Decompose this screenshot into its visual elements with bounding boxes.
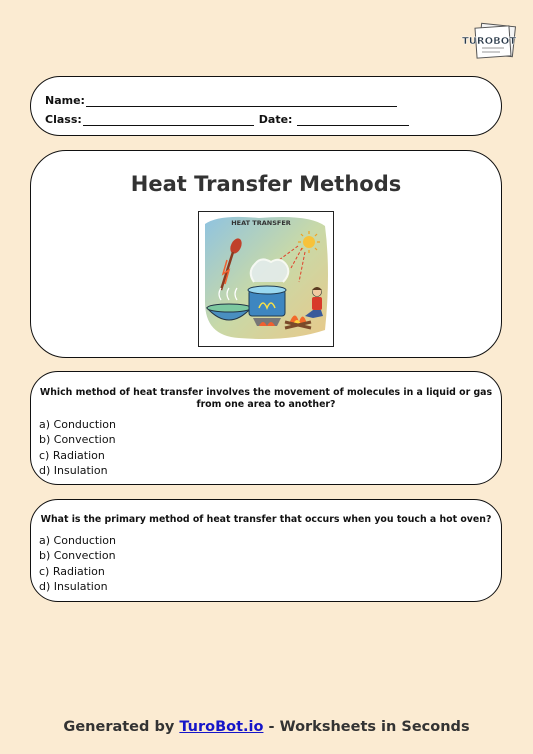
option-a[interactable]: a) Conduction xyxy=(39,418,116,431)
svg-text:TUROBOT: TUROBOT xyxy=(461,36,517,47)
class-date-row xyxy=(45,113,409,126)
options-list-1 xyxy=(39,417,116,478)
option-b[interactable]: b) Convection xyxy=(39,549,116,563)
option-d[interactable]: d) Insulation xyxy=(39,463,108,477)
name-field[interactable] xyxy=(86,95,397,107)
turobot-logo xyxy=(460,22,518,62)
heat-transfer-illustration xyxy=(198,211,334,347)
class-field[interactable] xyxy=(83,114,254,126)
student-info-card xyxy=(30,76,502,136)
svg-text:HEAT TRANSFER: HEAT TRANSFER xyxy=(231,219,291,227)
question-card-2 xyxy=(30,499,502,602)
option-c[interactable]: c) Radiation xyxy=(39,448,105,462)
option-b[interactable]: b) Convection xyxy=(39,433,116,447)
date-field[interactable] xyxy=(297,114,409,126)
option-c[interactable]: c) Radiation xyxy=(39,564,105,578)
question-card-1 xyxy=(30,371,502,485)
date-label: Date: xyxy=(258,113,293,126)
title-card xyxy=(30,150,502,358)
name-row xyxy=(45,94,397,107)
class-label: Class: xyxy=(45,113,82,126)
name-label: Name: xyxy=(45,94,85,107)
question-text-2: What is the primary method of heat transfer that occurs when you touch a hot oven? xyxy=(40,514,492,525)
footer-prefix: Generated by xyxy=(63,719,175,735)
option-d[interactable]: d) Insulation xyxy=(39,579,108,593)
footer xyxy=(0,719,533,735)
options-list-2 xyxy=(39,533,116,594)
footer-suffix: - Worksheets in Seconds xyxy=(268,719,470,735)
option-a[interactable]: a) Conduction xyxy=(39,534,116,547)
turobot-link[interactable]: TuroBot.io xyxy=(179,719,264,735)
worksheet-title: Heat Transfer Methods xyxy=(130,172,402,196)
question-text-1: Which method of heat transfer involves the movement of molecules in a liquid or gas from one area to another? xyxy=(39,387,493,410)
